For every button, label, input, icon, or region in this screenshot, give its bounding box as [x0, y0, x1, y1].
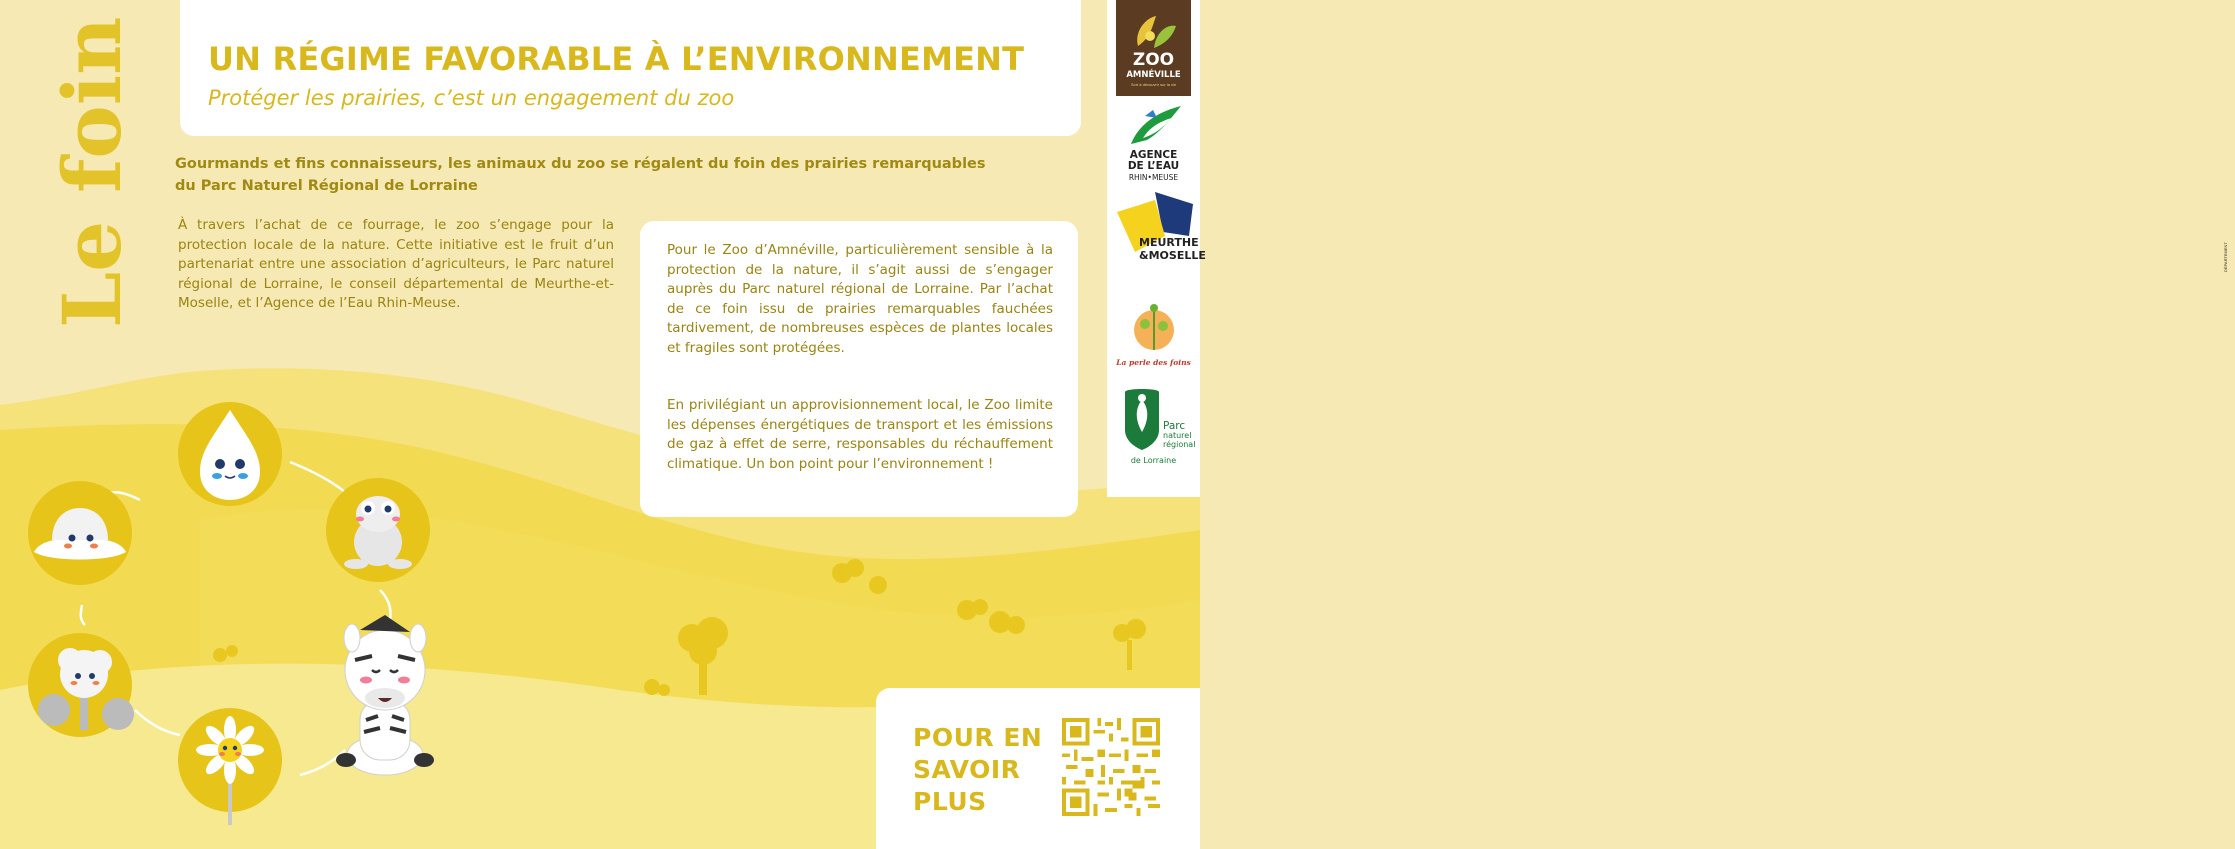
water-drop-character — [178, 402, 282, 506]
header-panel — [180, 0, 1081, 136]
daisy-character — [178, 708, 282, 825]
meurthe-line-1: MEURTHE — [1139, 236, 1199, 249]
parc-lorraine-icon — [1121, 386, 1163, 452]
meurthe-line-2: &MOSELLE — [1139, 249, 1206, 262]
agence-line-2: DE L’EAU — [1127, 160, 1180, 172]
info-paragraph-2: En privilégiant un approvisionnement local, le Zoo limite les dépenses énergétiques de transport et les émissions de gaz à effet de serre, responsables du réchauffement climatique. Un bon point pour l’environnement ! — [667, 397, 1053, 472]
info-paragraph-1: Pour le Zoo d’Amnéville, particulièrement sensible à la protection de la nature, il s’agit aussi de s’engager auprès du Parc naturel régional de Lorraine. Par l’achat de ce foin issu de prairies remarquables fauchées tardivement, de nombreuses espèces de plantes locales et fragiles sont protégées. — [667, 242, 1053, 356]
food-chain-illustration — [0, 380, 470, 849]
more-info-line-1: POUR EN — [913, 723, 1043, 752]
qr-code-icon[interactable] — [1062, 718, 1160, 816]
svg-text:Le foin: Le foin — [45, 16, 139, 328]
page-title: UN RÉGIME FAVORABLE À L’ENVIRONNEMENT — [208, 40, 1025, 78]
agence-line-3: RHIN•MEUSE — [1128, 173, 1179, 182]
parc-line-1: Parc — [1163, 420, 1186, 432]
more-info-line-3: PLUS — [913, 787, 987, 816]
parc-lorraine-logo — [1163, 422, 1203, 449]
cloud-character — [28, 481, 132, 585]
parc-line-3: régional — [1163, 440, 1196, 449]
zoo-logo-subname: AMNÉVILLE — [1126, 70, 1181, 80]
more-info-label[interactable] — [913, 722, 1063, 818]
tree-character — [28, 633, 134, 737]
zoo-logo-tagline: Sort à découvrir sur la vie — [1130, 82, 1177, 87]
intro-line-1: Gourmands et fins connaisseurs, les animaux du zoo se régalent du foin des prairies remarquables — [175, 156, 986, 172]
agence-eau-icon — [1127, 104, 1183, 148]
info-card — [640, 221, 1078, 517]
intro-text — [175, 153, 1085, 197]
partnership-paragraph: À travers l’achat de ce fourrage, le zoo s’engage pour la protection locale de la nature. Cette initiative est le fruit d’un partenariat entre une association d’agriculteurs, le Parc naturel régional de Lorraine, le conseil départemental de Meurthe-et-Moselle, et l’Agence de l’Eau Rhin-Meuse. — [178, 217, 614, 311]
page-subtitle: Protéger les prairies, c’est un engagement du zoo — [208, 86, 735, 110]
agence-eau-logo — [1107, 150, 1200, 172]
parc-line-4: de Lorraine — [1130, 456, 1177, 465]
partner-logos — [1107, 0, 2228, 497]
meurthe-moselle-logo — [1139, 236, 1206, 262]
zebra-character — [336, 615, 434, 775]
more-info-line-2: SAVOIR — [913, 755, 1021, 784]
zoo-logo-name: ZOO — [1132, 50, 1175, 70]
frog-character — [326, 478, 430, 582]
parc-line-2: naturel — [1163, 431, 1192, 440]
meurthe-dept-label: DÉPARTEMENT — [2223, 242, 2228, 272]
zoo-leaf-icon — [1116, 6, 1191, 56]
zoo-amneville-logo — [1116, 0, 1191, 96]
agence-line-1: AGENCE — [1129, 149, 1178, 161]
side-title — [38, 16, 139, 340]
more-info-panel — [876, 688, 1200, 849]
perle-des-foins-logo: La perle des foins — [1116, 358, 1191, 367]
perle-des-foins-icon — [1127, 298, 1181, 358]
intro-line-2: du Parc Naturel Régional de Lorraine — [175, 178, 478, 194]
